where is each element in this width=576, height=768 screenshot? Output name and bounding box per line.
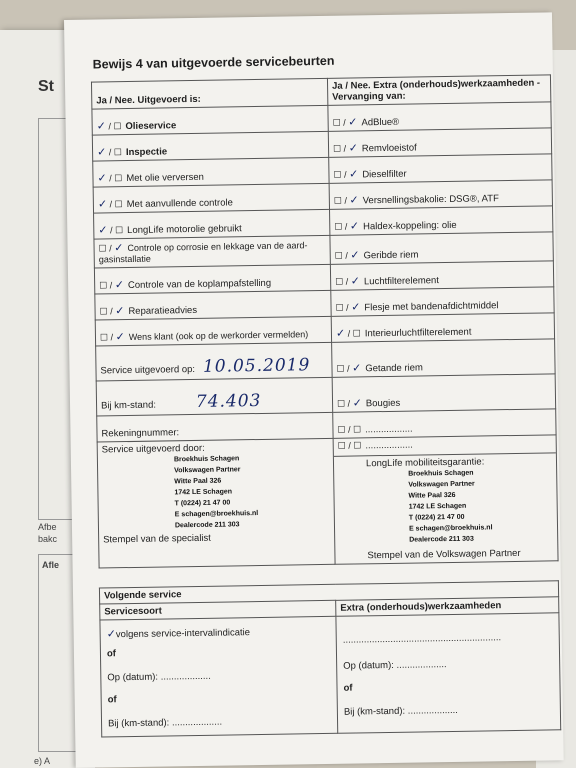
rekening-cell: Rekeningnummer: — [97, 412, 333, 442]
yes-no-checkbox[interactable]: ☐ / ✓ — [333, 167, 359, 181]
page-title: Bewijs 4 van uitgevoerde servicebeurten — [92, 53, 335, 72]
replacement-item — [329, 154, 552, 183]
check-mark-icon: ✓ — [115, 330, 125, 344]
replacement-item — [330, 206, 553, 235]
service-item-label: Reparatieadvies — [128, 304, 198, 318]
yes-no-checkbox[interactable]: ✓ / ☐ — [96, 119, 122, 133]
checkbox-icon: ☐ — [333, 195, 343, 206]
service-item — [94, 235, 330, 268]
replacement-item — [331, 313, 554, 342]
replacement-item — [328, 102, 551, 131]
service-item-label: Wens klant (ook op de werkorder vermelden) — [128, 329, 309, 343]
km-cell — [96, 377, 333, 416]
replacement-item-label: AdBlue® — [361, 116, 400, 129]
replacement-item — [332, 374, 556, 412]
replacement-item — [330, 261, 553, 290]
service-item-label: Controle op corrosie en lekkage van de aard-gasinstallatie — [98, 240, 308, 265]
yes-no-checkbox[interactable]: ☐ / ✓ — [332, 141, 358, 155]
check-mark-icon: ✓ — [351, 361, 362, 375]
stempel-specialist-label: Stempel van de specialist — [103, 532, 211, 546]
replacement-item-label: Haldex-koppeling: olie — [363, 219, 457, 233]
longlife-stamp-cell — [333, 435, 558, 564]
service-item — [93, 183, 329, 213]
service-date-value[interactable]: 10.05.2019 — [202, 355, 311, 377]
service-booklet-page — [64, 12, 564, 768]
service-item — [93, 157, 329, 187]
next-date-field[interactable]: Op (datum): ................... — [107, 670, 211, 684]
interval-label: volgens service-intervalindicatie — [115, 627, 251, 641]
yes-no-checkbox[interactable]: ☐ / ☐ — [337, 424, 362, 435]
next-service-left — [100, 616, 338, 737]
service-item — [94, 264, 330, 294]
replacement-item — [332, 339, 556, 377]
yes-no-checkbox[interactable]: ☐ / ✓ — [334, 248, 360, 262]
check-mark-icon: ✓ — [96, 145, 107, 159]
checkbox-icon: ☐ — [98, 243, 107, 254]
yes-no-checkbox[interactable]: ✓ / ☐ — [97, 197, 123, 211]
next-service-header: Volgende service — [99, 581, 558, 604]
service-item — [95, 316, 331, 346]
extra-header: Extra (onderhouds)werkzaamheden — [336, 597, 559, 617]
check-mark-icon: ✓ — [115, 304, 125, 318]
check-mark-icon: ✓ — [114, 278, 125, 292]
check-mark-icon: ✓ — [348, 115, 358, 129]
checkbox-icon: ☐ — [114, 199, 123, 210]
check-mark-icon: ✓ — [348, 141, 358, 155]
left-page-box-label: Afle — [42, 560, 60, 570]
left-column-header: Ja / Nee. Uitgevoerd is: — [91, 78, 327, 109]
checkbox-icon: ☐ — [334, 221, 343, 232]
replacement-item — [331, 287, 554, 316]
servicesoort-header: Servicesoort — [100, 600, 336, 620]
check-mark-icon: ✓ — [98, 223, 108, 237]
replacement-item-label: Interieurluchtfilterelement — [364, 326, 472, 340]
service-table — [91, 74, 559, 568]
checkbox-icon: ☐ — [336, 398, 346, 409]
yes-no-checkbox[interactable]: ☐ / ✓ — [99, 278, 125, 292]
checkbox-icon: ☐ — [99, 306, 108, 317]
table-row — [97, 435, 558, 568]
checkbox-icon: ☐ — [114, 225, 124, 236]
check-mark-icon: ✓ — [96, 119, 106, 133]
check-mark-icon: ✓ — [352, 396, 362, 410]
yes-no-checkbox[interactable]: ☐ / ✓ — [98, 241, 124, 255]
check-mark-icon: ✓ — [351, 300, 361, 314]
yes-no-checkbox[interactable]: ✓ / ☐ — [97, 171, 123, 185]
service-item-label: LongLife motorolie gebruikt — [127, 223, 242, 237]
replacement-item-label: Versnellingsbakolie: DSG®, ATF — [362, 193, 499, 207]
checkbox-icon: ☐ — [113, 121, 122, 132]
service-item — [94, 209, 330, 239]
yes-no-checkbox[interactable]: ☐ / ✓ — [334, 219, 360, 233]
replacement-item-label: Remvloeistof — [361, 142, 417, 155]
checkbox-icon: ☐ — [332, 143, 342, 154]
replacement-item-label: Getande riem — [365, 362, 423, 375]
checkbox-icon: ☐ — [99, 280, 108, 291]
km-label: Bij km-stand: — [100, 399, 157, 412]
yes-no-checkbox[interactable]: ☐ / ✓ — [333, 193, 359, 207]
checkbox-icon: ☐ — [333, 169, 342, 180]
yes-no-checkbox[interactable]: ☐ / ✓ — [335, 274, 361, 288]
service-item — [92, 105, 328, 135]
extra-work-line[interactable]: ............................................................ — [342, 632, 502, 646]
volkswagen-partner-stamp: Broekhuis Schagen Volkswagen Partner Witte Paal 326 1742 LE Schagen T (0224) 21 47 00 E schagen@broekhuis.nl Dealercode 211 303 — [408, 469, 493, 544]
replacement-item-label: Bougies — [365, 397, 401, 410]
service-door-cell — [97, 438, 335, 568]
replacement-item-label: Flesje met bandenafdichtmiddel — [364, 300, 499, 314]
replacement-item — [330, 232, 553, 264]
yes-no-checkbox[interactable]: ✓ / ☐ — [335, 326, 361, 340]
checkbox-icon: ☐ — [335, 302, 344, 313]
next-date-field[interactable]: Op (datum): ................... — [343, 659, 447, 672]
check-mark-icon: ✓ — [349, 193, 359, 207]
yes-no-checkbox[interactable]: ☐ / ✓ — [99, 304, 125, 318]
check-mark-icon: ✓ — [349, 219, 360, 233]
of-label: of — [106, 648, 117, 660]
dealer-stamp: Broekhuis Schagen Volkswagen Partner Witte Paal 326 1742 LE Schagen T (0224) 21 47 00 E schagen@broekhuis.nl Dealercode 211 303 — [173, 455, 259, 530]
replacement-item-label: Luchtfilterelement — [363, 275, 440, 288]
service-item-label: Met aanvullende controle — [126, 197, 233, 211]
check-mark-icon: ✓ — [97, 197, 108, 211]
next-service-table — [99, 580, 561, 737]
service-by-label: Service uitgevoerd door: — [101, 442, 205, 456]
check-mark-icon: ✓ — [350, 248, 360, 262]
replacement-item-label[interactable]: .................. — [365, 439, 413, 452]
right-column-header: Ja / Nee. Extra (onderhouds)werkzaamheden - Vervanging van: — [327, 75, 550, 105]
service-item-label: Olieservice — [125, 120, 177, 133]
service-item — [92, 131, 328, 161]
checkbox-icon: ☐ — [99, 332, 109, 343]
of-label: of — [343, 682, 353, 694]
replacement-item — [333, 409, 556, 438]
yes-no-checkbox[interactable]: ☐ / ✓ — [336, 396, 362, 410]
left-page-footer: e) A — [34, 756, 51, 766]
service-date-cell — [96, 342, 333, 381]
yes-no-checkbox[interactable]: ✓ / ☐ — [98, 223, 124, 237]
replacement-item — [328, 128, 551, 157]
service-item — [95, 290, 331, 320]
check-mark-icon: ✓ — [348, 167, 359, 181]
yes-no-checkbox[interactable]: ☐ / ✓ — [99, 330, 125, 344]
checkbox-icon: ☐ — [335, 276, 344, 287]
next-service-right — [336, 613, 561, 733]
checkbox-icon: ☐ — [352, 328, 361, 339]
checkbox-icon: ☐ — [114, 173, 123, 184]
yes-no-checkbox[interactable]: ☐ / ✓ — [336, 361, 362, 375]
check-mark-icon: ✓ — [114, 241, 124, 255]
check-mark-icon: ✓ — [335, 326, 346, 340]
left-page-title: St — [38, 78, 54, 95]
service-date-label: Service uitgevoerd op: — [100, 363, 196, 377]
of-label: of — [107, 694, 117, 706]
checkbox-icon: ☐ — [332, 117, 341, 128]
check-mark-icon: ✓ — [97, 171, 107, 185]
checkbox-icon: ☐ — [334, 250, 343, 261]
check-mark-icon: ✓ — [350, 274, 361, 288]
left-page-text: Afbe — [38, 522, 57, 532]
yes-no-checkbox[interactable]: ☐ / ✓ — [332, 115, 358, 129]
check-mark-icon: ✓ — [106, 627, 116, 641]
next-km-field[interactable]: Bij (km-stand): ................... — [107, 716, 223, 730]
yes-no-checkbox[interactable]: ✓ / ☐ — [96, 145, 122, 159]
longlife-label: LongLife mobiliteitsgarantie: — [365, 456, 485, 470]
service-item-label: Controle van de koplampafstelling — [127, 277, 272, 292]
replacement-item-label: Dieselfilter — [362, 168, 407, 181]
stempel-vw-label: Stempel van de Volkswagen Partner — [367, 547, 521, 562]
replacement-item-label: Geribde riem — [363, 249, 419, 262]
next-km-field[interactable]: Bij (km-stand): ................... — [343, 704, 459, 718]
km-value[interactable]: 74.403 — [195, 390, 262, 412]
service-item-label: Inspectie — [125, 146, 168, 159]
checkbox-icon: ☐ — [113, 147, 122, 158]
yes-no-checkbox[interactable]: ☐ / ✓ — [335, 300, 361, 314]
yes-no-checkbox[interactable]: ☐ / ☐ — [337, 440, 362, 451]
replacement-item — [329, 180, 552, 209]
service-item-label: Met olie verversen — [126, 171, 205, 185]
replacement-item-label[interactable]: .................. — [365, 423, 413, 436]
left-page-text: bakc — [38, 534, 58, 544]
checkbox-icon: ☐ — [336, 363, 345, 374]
